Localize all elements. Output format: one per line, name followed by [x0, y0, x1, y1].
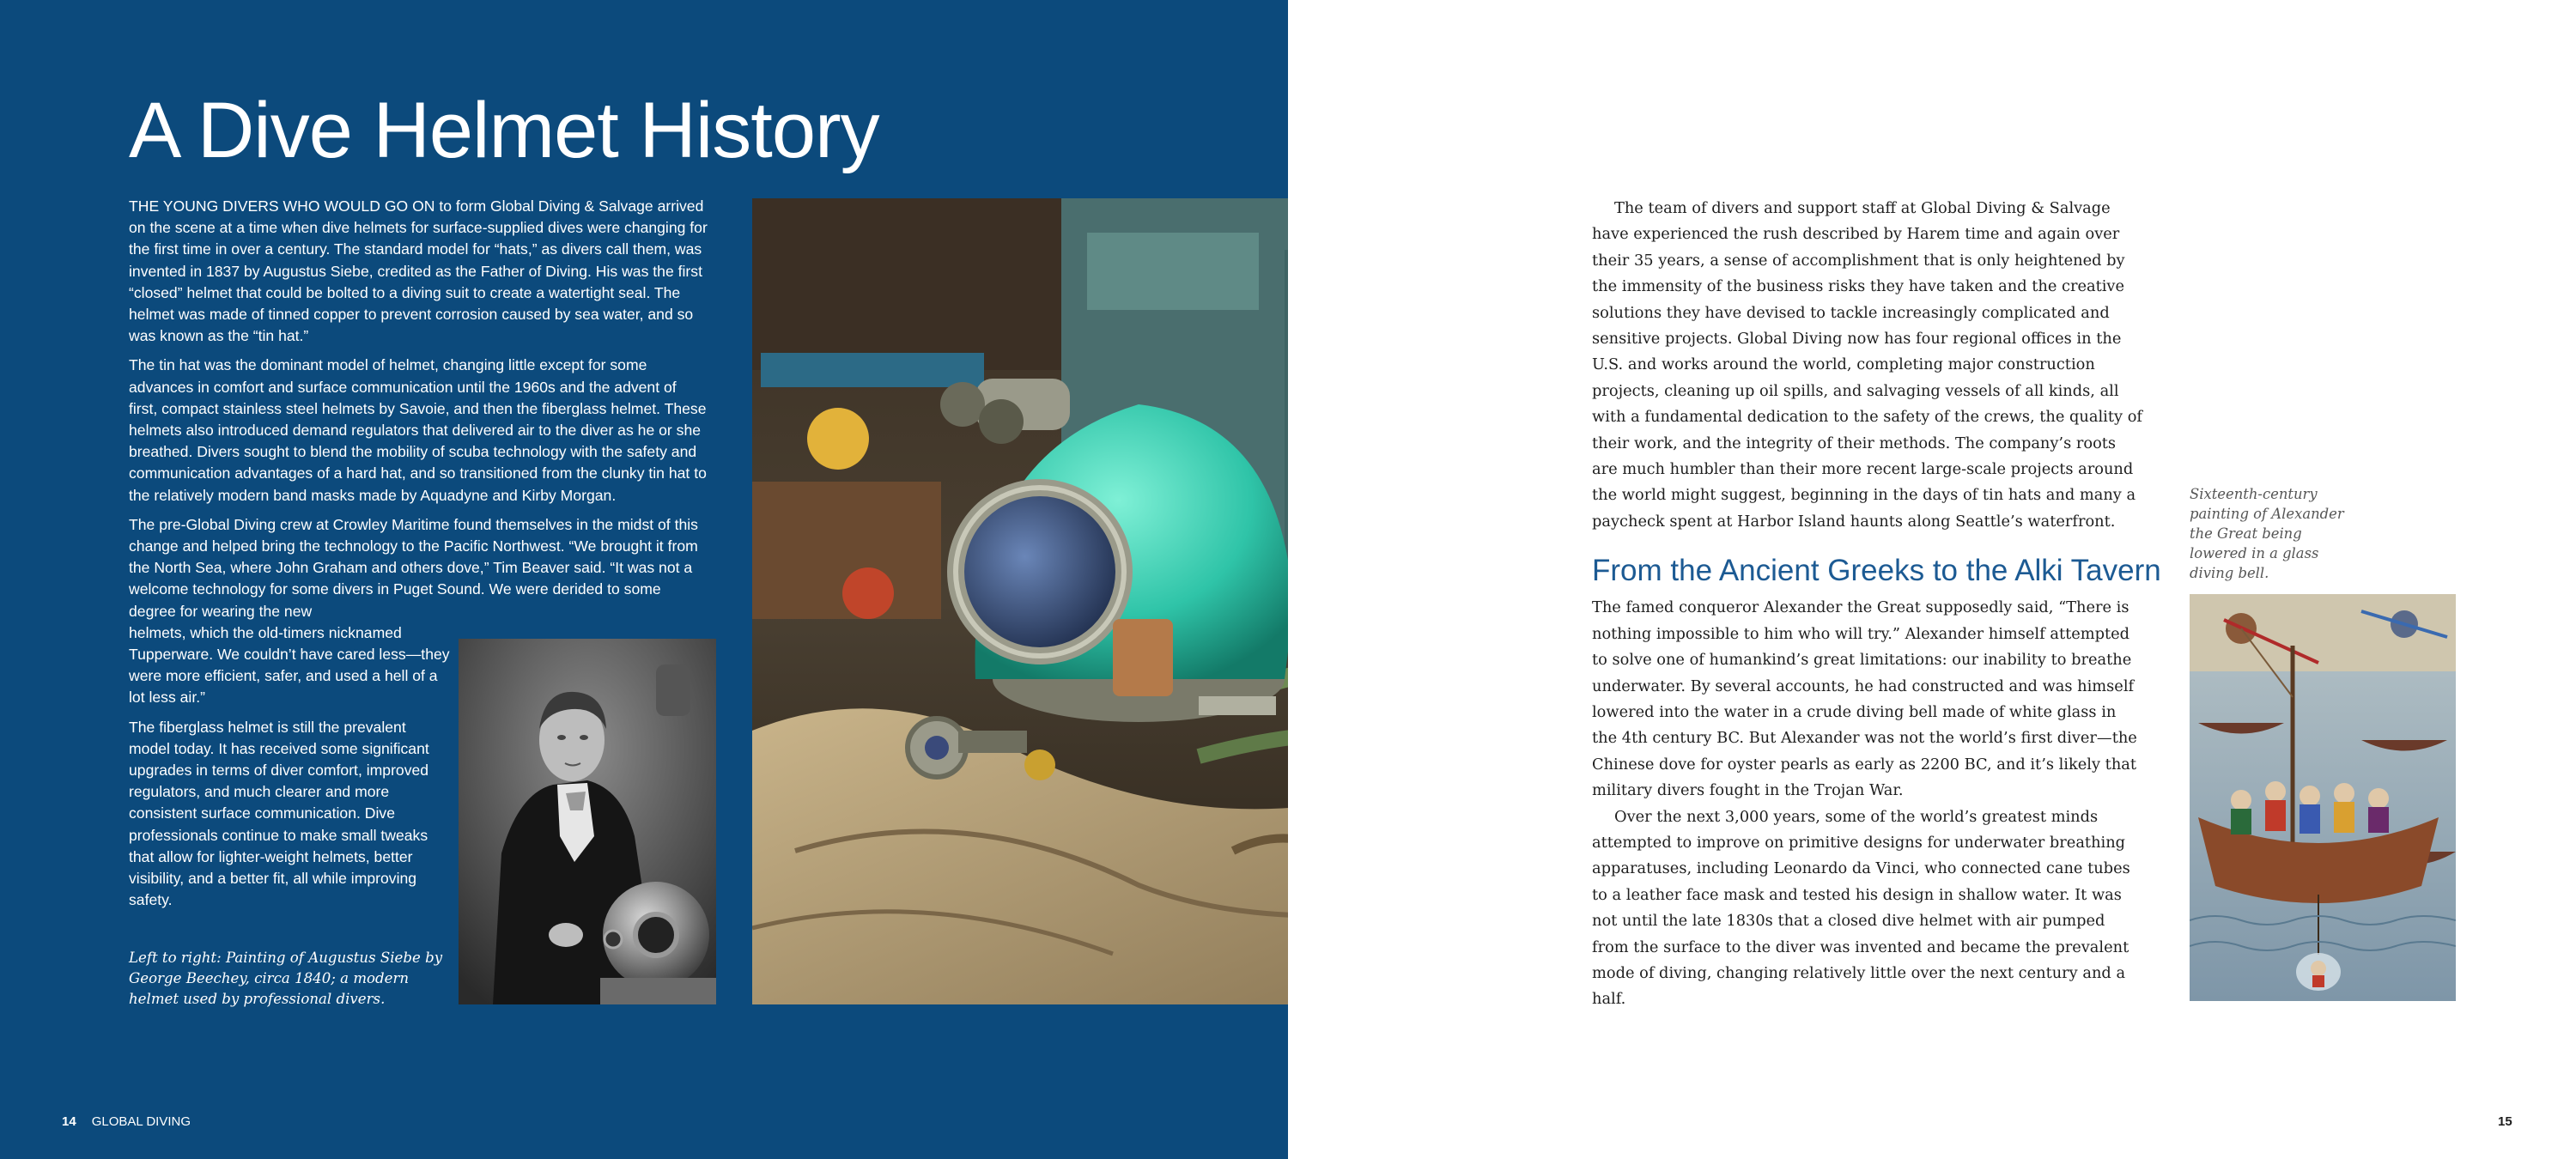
page-title: A Dive Helmet History: [129, 87, 879, 174]
alexander-painting: [2190, 594, 2456, 1001]
right-paragraph-3: Over the next 3,000 years, some of the world’s greatest minds attempted to improve on primitive designs for underwater breathing apparatuses, including Leonardo da Vinci, who connected cane tubes to a leather face mask and tested his design in shallow water. It was not until the late 1830s that a closed dive helmet with air pumped from the surface to the diver was invented and became the prevalent mode of diving, changing relatively little over the next century and a half.: [1592, 807, 2130, 1009]
left-paragraph-1: THE YOUNG DIVERS WHO WOULD GO ON to form Global Diving & Salvage arrived on the scene at a time when dive helmets for surface-supplied dives were changing for the first time in over a century. The standard model for “hats,” as divers call them, was invented in 1837 by Augustus Siebe, credited as the Father of Diving. His was the first “closed” helmet that could be bolted to a diving suit to create a watertight seal. The helmet was made of tinned copper to prevent corrosion caused by sea water, and so was known as the “tin hat.”: [129, 197, 708, 345]
left-paragraph-3-start: The pre-Global Diving crew at Crowley Maritime found themselves in the midst of this change and helped bring the technology to the Pacific Northwest. “We brought it from the North Sea, where John Graham and others dove,” Tim Beaver said. “It was not a welcome technology for some divers in Puget Sound. We were derided to some degree for wearing the new: [129, 515, 698, 620]
running-head: GLOBAL DIVING: [91, 1114, 191, 1129]
portrait-photo: [459, 639, 716, 1004]
left-caption: Left to right: Painting of Augustus Siebe by George Beechey, circa 1840; a modern helmet used by professional divers.: [129, 950, 443, 1007]
left-paragraph-2: The tin hat was the dominant model of helmet, changing little except for some advances in comfort and surface communication until the 1960s and the advent of first, compact stainless steel helmets by Savoie, and then the fiberglass helmet. These helmets also introduced demand regulators that delivered air to the diver as he or she breathed. Divers sought to blend the mobility of scuba technology with the safety and communication advantages of a hard hat, and so transitioned from the clunky tin hat to the relatively modern band masks made by Aquadyne and Kirby Morgan.: [129, 356, 707, 504]
left-paragraph-4: The fiberglass helmet is still the prevalent model today. It has received some significant upgrades in terms of diver comfort, improved regulators, and much clearer and more consistent surface communication. Dive professionals continue to make small tweaks that allow for lighter-weight helmets, better visibility, and a better fit, all while improving safety.: [129, 718, 429, 909]
right-paragraph-2: The famed conqueror Alexander the Great supposedly said, “There is nothing impossible to him who will try.” Alexander himself attempted to solve one of humankind’s great limitations: our inability to breathe underwater. By several accounts, he had constructed and was himself lowered into the water in a crude diving bell made of white glass in the 4th century BC. But Alexander was not the world’s first diver—the Chinese dove for oyster pearls as early as 2200 BC, and it’s likely that military divers fought in the Trojan War.: [1592, 598, 2137, 800]
right-caption: Sixteenth-century painting of Alexander the Great being lowered in a glass diving bell.: [2190, 486, 2344, 581]
right-page-number: 15: [2498, 1114, 2512, 1129]
right-paragraph-1: The team of divers and support staff at Global Diving & Salvage have experienced the rush described by Harem time and again over their 35 years, a sense of accomplishment that is only heightened by the immensity of the business risks they have taken and the creative solutions they have devised to tackle increasingly complicated and sensitive projects. Global Diving now has four regional offices in the U.S. and works around the world, completing major construction projects, cleaning up oil spills, and salvaging vessels of all kinds, all with a fundamental dedication to the safety of the crews, the quality of their work, and the integrity of their methods. The company’s roots are much humbler than their more recent large-scale projects around the world might suggest, beginning in the days of tin hats and many a paycheck spent at Harbor Island haunts along Seattle’s waterfront.: [1592, 199, 2142, 531]
alexander-painting-illustration: [2190, 594, 2456, 1001]
left-page-number: 14: [62, 1114, 76, 1129]
right-body-column: [1592, 196, 2161, 1013]
left-paragraph-3-end: helmets, which the old-timers nicknamed Tupperware. We couldn’t have cared less—they were more efficient, safer, and used a hell of a lot less air.”: [129, 623, 450, 707]
section-subheading: From the Ancient Greeks to the Alki Tavern: [1592, 554, 2161, 588]
left-folio: [62, 1114, 191, 1129]
portrait-illustration: [459, 639, 716, 1004]
